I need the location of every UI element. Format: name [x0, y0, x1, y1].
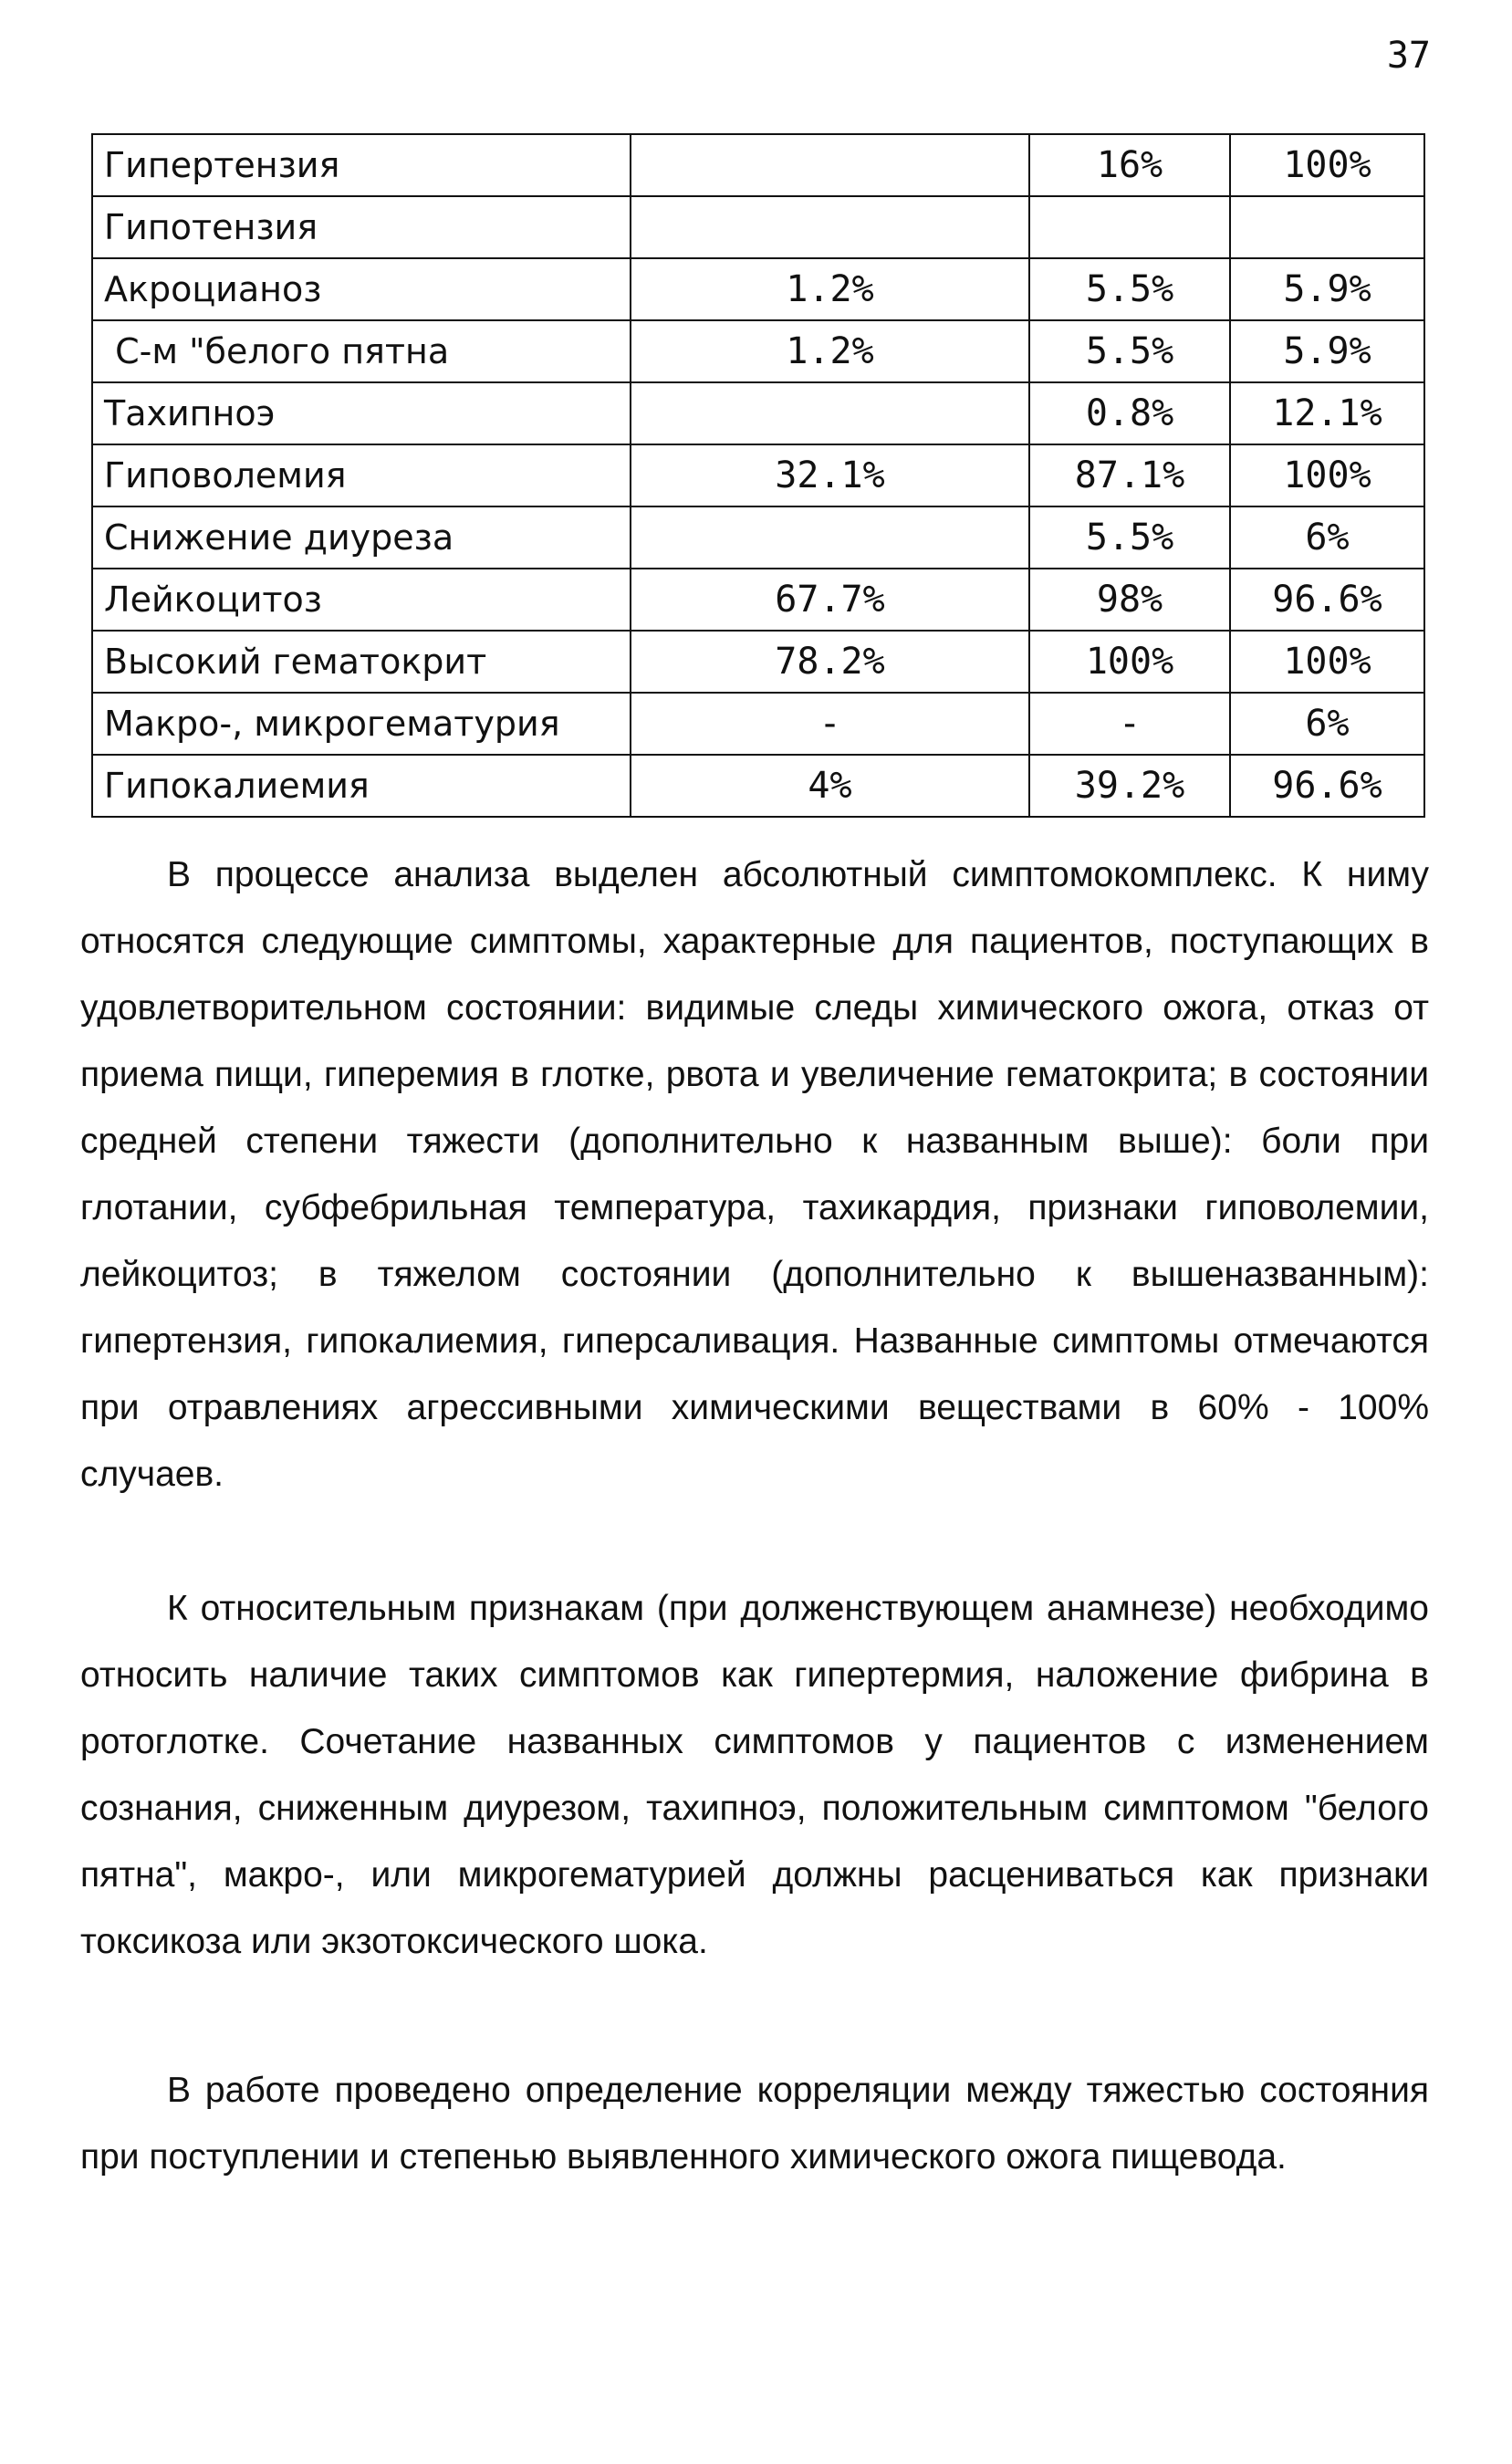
cell-value — [631, 382, 1029, 444]
row-label: Снижение диуреза — [92, 506, 631, 569]
table-row — [92, 755, 1424, 817]
body-paragraph — [80, 841, 1429, 1508]
table-row — [92, 320, 1424, 382]
cell-value: 100% — [1230, 631, 1424, 693]
cell-value: - — [1029, 693, 1230, 755]
page-number: 37 — [1386, 35, 1431, 77]
cell-value: 98% — [1029, 569, 1230, 631]
cell-value — [631, 134, 1029, 196]
cell-value: 39.2% — [1029, 755, 1230, 817]
cell-value: 4% — [631, 755, 1029, 817]
cell-value: 32.1% — [631, 444, 1029, 506]
cell-value — [631, 196, 1029, 258]
cell-value: 1.2% — [631, 258, 1029, 320]
paragraph-text: В работе проведено определение корреляции между тяжестью состояния при поступлении и степенью выявленного химического ожога пищевода. — [80, 2071, 1429, 2177]
cell-value — [631, 506, 1029, 569]
table-row — [92, 569, 1424, 631]
table-row — [92, 693, 1424, 755]
cell-value: 0.8% — [1029, 382, 1230, 444]
table-row — [92, 444, 1424, 506]
cell-value: 5.9% — [1230, 320, 1424, 382]
cell-value — [1230, 196, 1424, 258]
cell-value: 100% — [1230, 134, 1424, 196]
paragraph-text: В процессе анализа выделен абсолютный симптомокомплекс. К ниму относятся следующие симптомы, характерные для пациентов, поступающих в удовлетворительном состоянии: видимые следы химического ожога, отказ от приема пищи, гиперемия в глотке, рвота и увеличение гематокрита; в состоянии средней степени тяжести (дополнительно к названным выше): боли при глотании, субфебрильная температура, тахикардия, признаки гиповолемии, лейкоцитоз; в тяжелом состоянии (дополнительно к вышеназванным): гипертензия, гипокалиемия, гиперсаливация. Названные симптомы отмечаются при отравлениях агрессивными химическими веществами в 60% - 100% случаев. — [80, 855, 1429, 1494]
row-label: Гиповолемия — [92, 444, 631, 506]
row-label: Гипокалиемия — [92, 755, 631, 817]
cell-value: - — [631, 693, 1029, 755]
row-label: Лейкоцитоз — [92, 569, 631, 631]
cell-value: 6% — [1230, 693, 1424, 755]
symptom-table-body — [92, 134, 1424, 817]
cell-value: 100% — [1029, 631, 1230, 693]
row-label: Гипертензия — [92, 134, 631, 196]
body-paragraph — [80, 2057, 1429, 2190]
table-row — [92, 382, 1424, 444]
symptom-table — [91, 133, 1425, 818]
cell-value: 5.5% — [1029, 258, 1230, 320]
row-label: Высокий гематокрит — [92, 631, 631, 693]
row-label: Макро-, микрогематурия — [92, 693, 631, 755]
cell-value: 96.6% — [1230, 569, 1424, 631]
row-label: Гипотензия — [92, 196, 631, 258]
cell-value: 1.2% — [631, 320, 1029, 382]
cell-value: 67.7% — [631, 569, 1029, 631]
table-row — [92, 258, 1424, 320]
cell-value: 12.1% — [1230, 382, 1424, 444]
row-label: Акроцианоз — [92, 258, 631, 320]
cell-value: 100% — [1230, 444, 1424, 506]
body-paragraph — [80, 1575, 1429, 1975]
cell-value — [1029, 196, 1230, 258]
cell-value: 87.1% — [1029, 444, 1230, 506]
table-row — [92, 506, 1424, 569]
paragraph-text: К относительным признакам (при долженствующем анамнезе) необходимо относить наличие таких симптомов как гипертермия, наложение фибрина в ротоглотке. Сочетание названных симптомов у пациентов с изменением сознания, сниженным диурезом, тахипноэ, положительным симптомом "белого пятна", макро-, или микрогематурией должны расцениваться как признаки токсикоза или экзотоксического шока. — [80, 1589, 1429, 1961]
cell-value: 5.9% — [1230, 258, 1424, 320]
table-row — [92, 196, 1424, 258]
cell-value: 96.6% — [1230, 755, 1424, 817]
row-label: С-м "белого пятна — [92, 320, 631, 382]
table-row — [92, 134, 1424, 196]
cell-value: 5.5% — [1029, 320, 1230, 382]
row-label: Тахипноэ — [92, 382, 631, 444]
cell-value: 6% — [1230, 506, 1424, 569]
cell-value: 5.5% — [1029, 506, 1230, 569]
table-row — [92, 631, 1424, 693]
cell-value: 78.2% — [631, 631, 1029, 693]
cell-value: 16% — [1029, 134, 1230, 196]
